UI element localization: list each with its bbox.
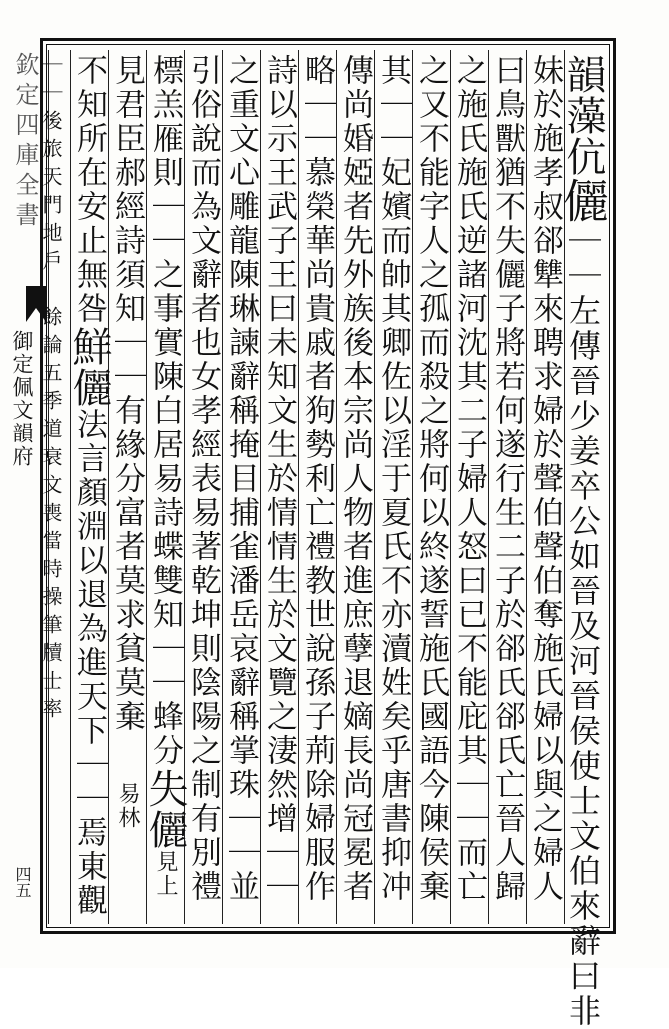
spacer	[39, 278, 63, 306]
annotation: 見上	[153, 850, 178, 898]
column-text: ｜｜左傳晉少姜卒公如晉及河晉侯使士文伯來辭曰非	[564, 224, 602, 1029]
annotation: 易林	[115, 734, 140, 830]
text-column-4	[450, 50, 488, 924]
text-column-3	[488, 50, 526, 924]
column-text: 之重文心雕龍陳琳諫辭稱掩目捕雀潘岳哀辭稱掌珠｜｜並	[223, 54, 259, 904]
column-text: 妹於施孝叔郤犨來聘求婦於聲伯聲伯奪施氏婦以與之婦人	[527, 54, 563, 904]
column-text: ｜｜後旅天門地戶	[39, 54, 63, 278]
text-column-5	[412, 50, 450, 924]
library-header: 欽定四庫全書	[11, 52, 39, 232]
column-text: 之又不能字人之孤而殺之將何以終遂誓施氏國語今陳侯棄	[413, 54, 449, 904]
column-text: 餘論五季道衰文喪當時操筆牘士率	[39, 306, 63, 726]
text-column-12	[142, 50, 188, 924]
text-column-8	[298, 50, 336, 924]
text-column-10	[222, 50, 260, 924]
headword-char: 鮮	[66, 326, 112, 367]
column-text: 略｜｜慕榮華尚貴戚者狗勢利亡禮教世說孫子荊除婦服作	[299, 54, 335, 904]
text-column-1	[556, 50, 610, 1029]
text-column-7	[336, 50, 374, 924]
column-text: 詩以示王武子王曰未知文生於情情生於文覽之淒然增｜｜	[261, 54, 297, 904]
column-text: 之施氏施氏逆諸河沈其二子婦人怒曰已不能庇其｜｜而亡	[451, 54, 487, 904]
text-column-15	[39, 50, 70, 924]
column-text: 法言顏淵以退為進天下｜｜焉東觀	[71, 408, 107, 918]
text-column-2	[526, 50, 564, 924]
column-text: 見君臣郝經詩須知｜｜有緣分富者莫求貧莫棄	[109, 54, 145, 734]
page-number: 四五	[13, 866, 32, 898]
text-column-9	[260, 50, 298, 924]
book-title: 御定佩文韻府	[10, 330, 34, 468]
text-column-13	[108, 50, 146, 924]
column-text: 傳尚婚婭者先外族後本宗尚人物者進庶孽退嫡長尚冠冕者	[337, 54, 373, 904]
column-text: 標羔雁則｜｜之事實陳白居易詩蝶雙知｜｜蜂分	[147, 54, 183, 768]
text-column-11	[184, 50, 222, 924]
headword-char: 儷	[556, 177, 610, 224]
text-column-14	[66, 50, 112, 924]
headword-prefix: 韻藻伉	[560, 54, 606, 177]
column-text: 其｜｜妃嬪而帥其卿佐以淫于夏氏不亦瀆姓矣乎唐書抑冲	[375, 54, 411, 904]
column-text: 曰鳥獸猶不失儷子將若何遂行生二子於郤氏郤氏亡晉人歸	[489, 54, 525, 904]
text-column-6	[374, 50, 412, 924]
headword-char: 失	[142, 768, 188, 809]
headword-char: 儷	[66, 367, 112, 408]
column-text: 不知所在安止無咎	[71, 54, 107, 326]
headword-char: 儷	[142, 809, 188, 850]
column-text: 引俗說而為文辭者也女孝經表易著乾坤則陰陽之制有別禮	[185, 54, 221, 904]
